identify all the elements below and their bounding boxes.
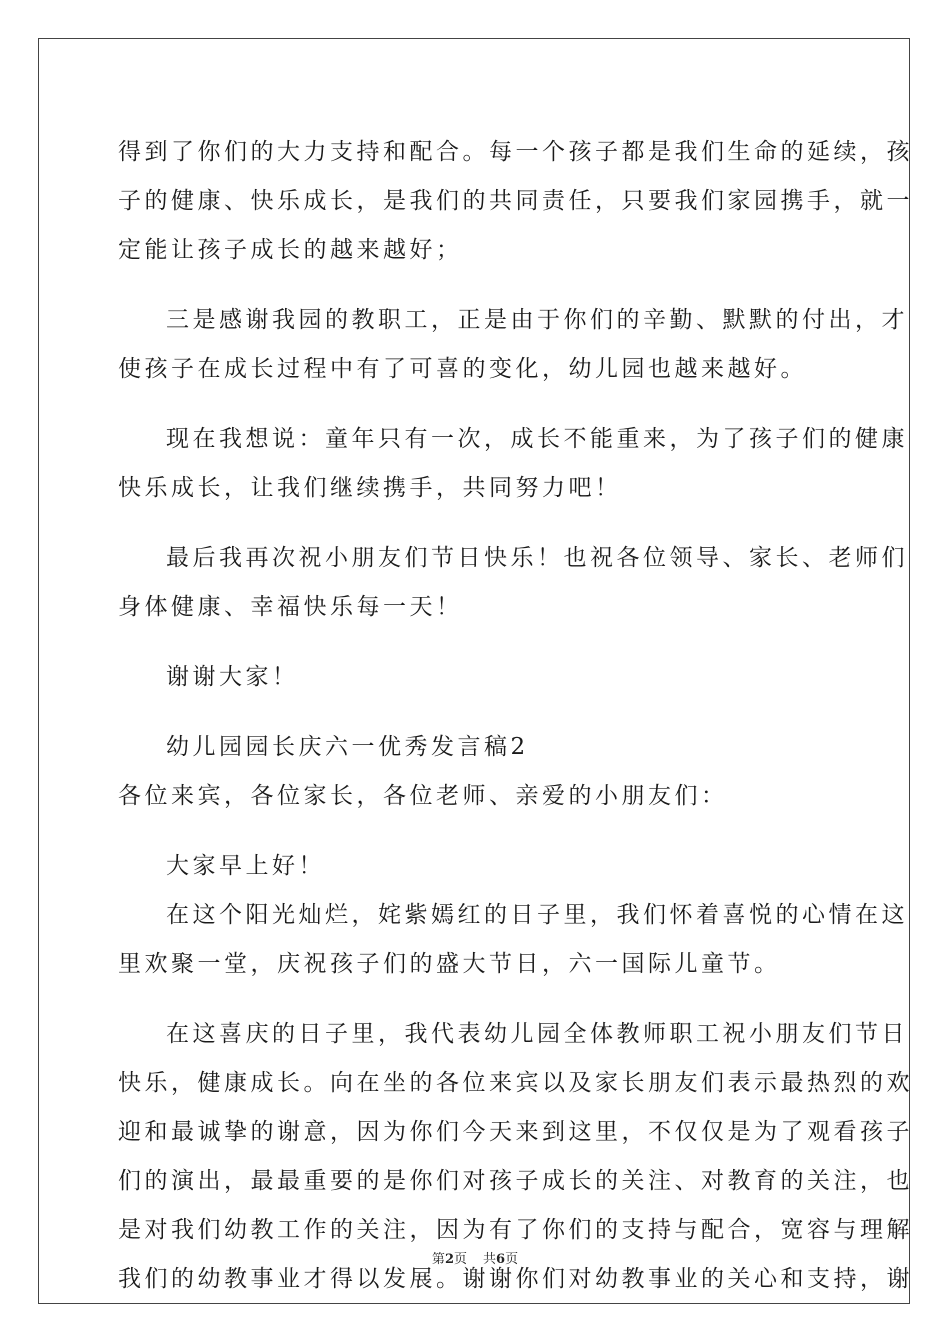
paragraph-line: 三是感谢我园的教职工，正是由于你们的辛勤、默默的付出，才 [166, 307, 908, 333]
paragraph-line: 谢谢大家！ [166, 664, 299, 690]
current-page-number: 2 [444, 1252, 454, 1267]
paragraph-line: 得到了你们的大力支持和配合。每一个孩子都是我们生命的延续，孩 [118, 139, 913, 165]
paragraph-line: 在这喜庆的日子里，我代表幼儿园全体教师职工祝小朋友们节日 [166, 1021, 908, 1047]
paragraph-line: 快乐成长，让我们继续携手，共同努力吧！ [118, 475, 622, 501]
document-body [118, 128, 913, 1304]
salutation-line: 各位来宾，各位家长，各位老师、亲爱的小朋友们： [118, 783, 728, 809]
total-prefix: 共 [483, 1252, 497, 1267]
paragraph-line: 迎和最诚挚的谢意，因为你们今天来到这里，不仅仅是为了观看孩子 [118, 1119, 913, 1145]
page-footer [0, 1248, 950, 1267]
paragraph-line: 我们的幼教事业才得以发展。谢谢你们对幼教事业的关心和支持，谢 [118, 1266, 913, 1292]
paragraph-line: 们的演出，最最重要的是你们对孩子成长的关注、对教育的关注，也 [118, 1168, 913, 1194]
page-prefix: 第 [431, 1252, 445, 1267]
section-title: 幼儿园园长庆六一优秀发言稿2 [166, 734, 529, 760]
paragraph-line: 大家早上好！ [166, 853, 325, 879]
paragraph-line: 在这个阳光灿烂，姹紫嫣红的日子里，我们怀着喜悦的心情在这 [166, 902, 908, 928]
page-suffix: 页 [453, 1252, 467, 1267]
paragraph-line: 子的健康、快乐成长，是我们的共同责任，只要我们家园携手，就一 [118, 188, 913, 214]
paragraph-line: 最后我再次祝小朋友们节日快乐！也祝各位领导、家长、老师们 [166, 545, 908, 571]
paragraph-line: 身体健康、幸福快乐每一天！ [118, 594, 463, 620]
paragraph-line: 现在我想说：童年只有一次，成长不能重来，为了孩子们的健康 [166, 426, 908, 452]
paragraph-line: 使孩子在成长过程中有了可喜的变化，幼儿园也越来越好。 [118, 356, 807, 382]
total-page-number: 6 [496, 1252, 506, 1267]
total-suffix: 页 [505, 1252, 519, 1267]
paragraph-line: 是对我们幼教工作的关注，因为有了你们的支持与配合，宽容与理解 [118, 1217, 913, 1243]
paragraph-line: 定能让孩子成长的越来越好； [118, 237, 463, 263]
paragraph-line: 快乐，健康成长。向在坐的各位来宾以及家长朋友们表示最热烈的欢 [118, 1070, 913, 1096]
paragraph-line: 里欢聚一堂，庆祝孩子们的盛大节日，六一国际儿童节。 [118, 951, 781, 977]
